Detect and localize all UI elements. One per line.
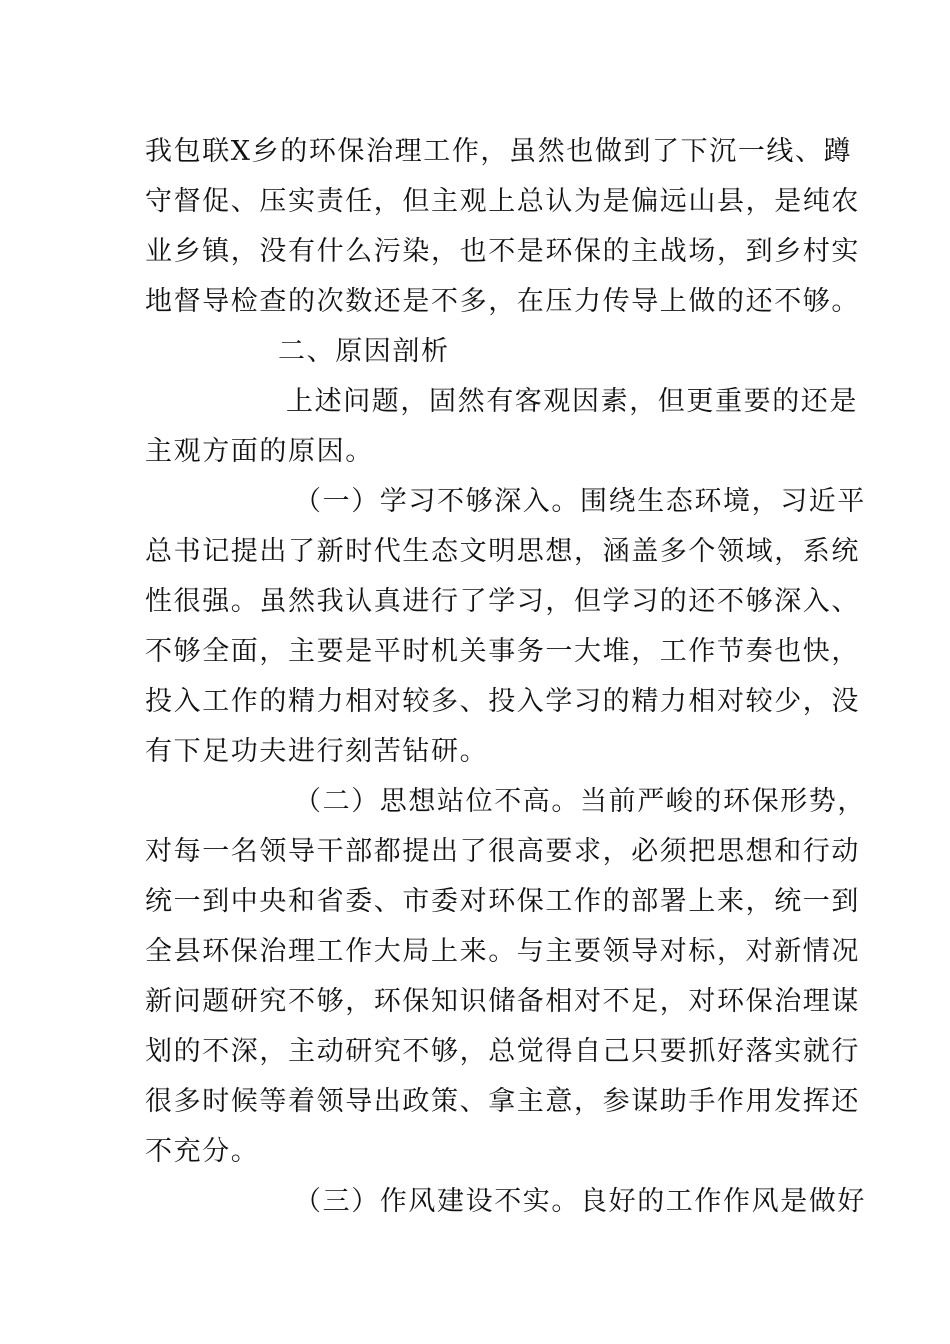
subsection-1-line-6: 有下足功夫进行刻苦钻研。 [145,736,489,767]
subsection-1-line-1: （一）学习不够深入。围绕生态环境，习近平 [294,486,866,517]
intro-line-2: 主观方面的原因。 [145,436,374,467]
intro-line-1: 上述问题，固然有客观因素，但更重要的还是 [286,386,858,417]
subsection-1-line-3: 性很强。虽然我认真进行了学习，但学习的还不够深入、 [145,586,860,617]
subsection-2-line-3: 统一到中央和省委、市委对环保工作的部署上来，统一到 [145,886,860,917]
body-line-4: 地督导检查的次数还是不多，在压力传导上做的还不够。 [145,286,860,317]
subsection-1-line-4: 不够全面，主要是平时机关事务一大堆，工作节奏也快， [145,636,860,667]
section-heading: 二、原因剖析 [278,336,450,367]
subsection-1-line-2: 总书记提出了新时代生态文明思想，涵盖多个领域，系统 [145,536,860,567]
body-line-3: 业乡镇，没有什么污染，也不是环保的主战场，到乡村实 [145,236,860,267]
subsection-3-line-1: （三）作风建设不实。良好的工作作风是做好 [294,1186,866,1217]
subsection-2-line-6: 划的不深，主动研究不够，总觉得自己只要抓好落实就行 [145,1036,860,1067]
subsection-2-line-5: 新问题研究不够，环保知识储备相对不足，对环保治理谋 [145,986,860,1017]
subsection-2-line-4: 全县环保治理工作大局上来。与主要领导对标，对新情况 [145,936,860,967]
body-line-1: 我包联X乡的环保治理工作，虽然也做到了下沉一线、蹲 [145,136,853,167]
subsection-2-line-8: 不充分。 [145,1136,260,1167]
subsection-2-line-1: （二）思想站位不高。当前严峻的环保形势， [294,786,866,817]
subsection-2-line-7: 很多时候等着领导出政策、拿主意，参谋助手作用发挥还 [145,1086,860,1117]
subsection-2-line-2: 对每一名领导干部都提出了很高要求，必须把思想和行动 [145,836,860,867]
subsection-1-line-5: 投入工作的精力相对较多、投入学习的精力相对较少，没 [145,686,860,717]
body-line-2: 守督促、压实责任，但主观上总认为是偏远山县，是纯农 [145,186,860,217]
